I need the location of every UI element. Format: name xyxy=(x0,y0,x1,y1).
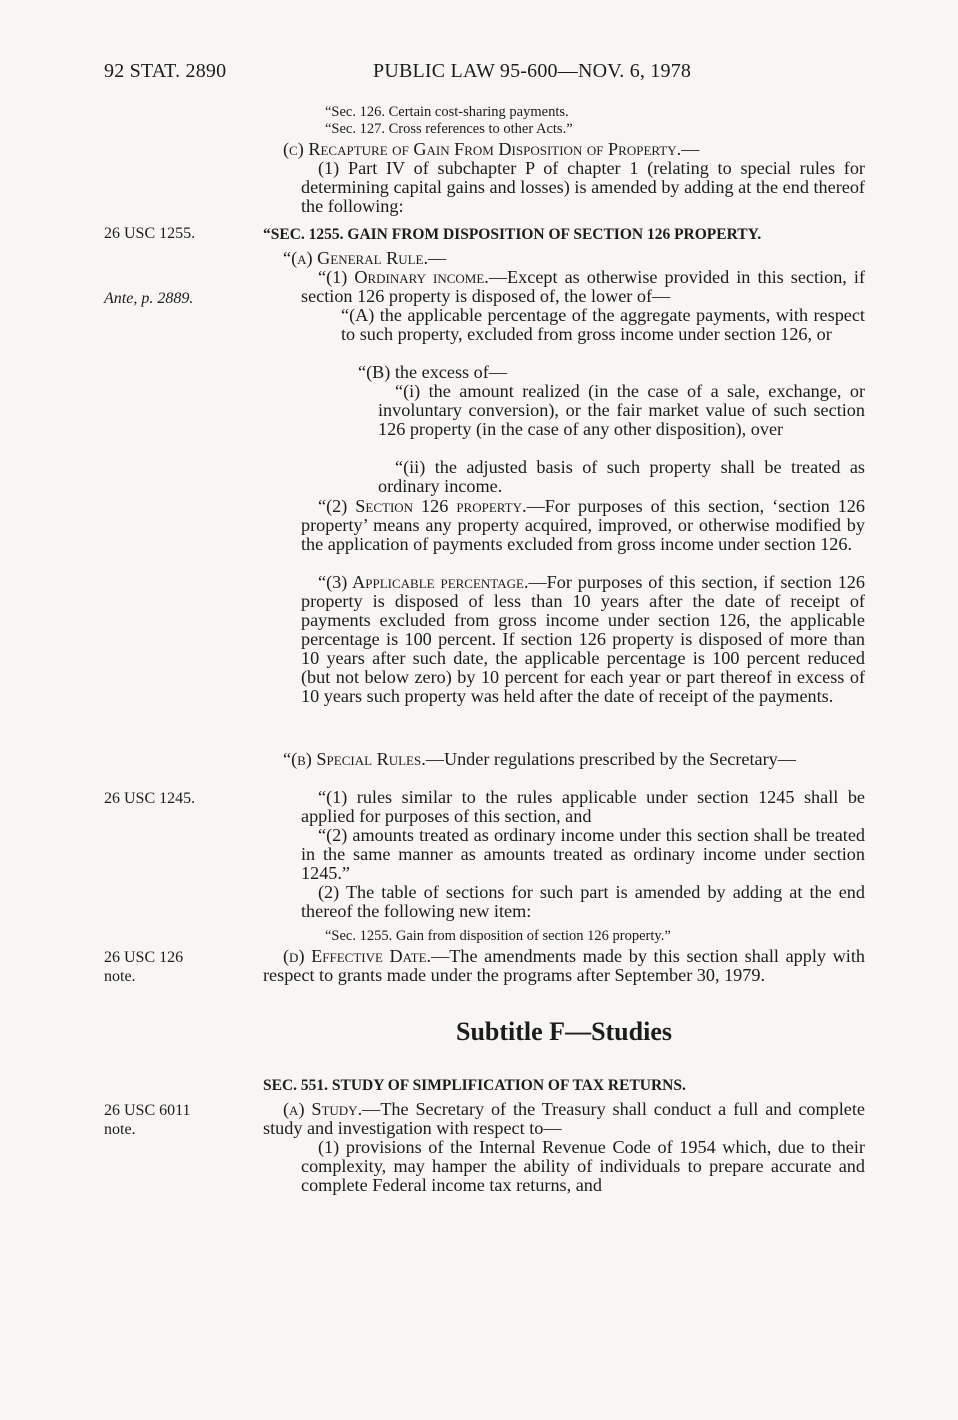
subsection-d xyxy=(263,947,865,985)
subsection-study-heading: (a) Study. xyxy=(283,1099,363,1119)
margin-note-126-line2: note. xyxy=(104,968,136,985)
margin-note-126 xyxy=(104,948,234,986)
subsection-a-heading: “(a) General Rule.— xyxy=(283,248,447,268)
paragraph-b2: “(2) amounts treated as ordinary income under this section shall be treated in the same manner as amounts treated as ordinary income under section 1245.” xyxy=(301,825,865,883)
margin-note-6011-line1: 26 USC 6011 xyxy=(104,1102,191,1119)
margin-note-126-line1: 26 USC 126 xyxy=(104,949,184,966)
paragraph-a1-text: —Except as otherwise provided in this section, if section 126 property is disposed of, the lower of— xyxy=(301,267,866,306)
paragraph-a2-text: —For purposes of this section, ‘section 126 property’ means any property acquired, improved, or otherwise modified by the application of payments excluded from gross income under section 126. xyxy=(301,496,865,554)
subsection-c-heading: (c) Recapture of Gain From Disposition of Property.— xyxy=(283,139,700,159)
toc-1255: “Sec. 1255. Gain from disposition of section 126 property.” xyxy=(325,928,671,944)
margin-note-6011 xyxy=(104,1101,234,1139)
running-header: PUBLIC LAW 95-600—NOV. 6, 1978 xyxy=(373,60,692,82)
paragraph-c1: (1) Part IV of subchapter P of chapter 1 (relating to special rules for determining capital gains and losses) is amended by adding at the end thereof the following: xyxy=(301,158,865,216)
subsection-d-heading: (d) Effective Date. xyxy=(283,946,432,966)
clause-a-A: “(A) the applicable percentage of the aggregate payments, with respect to such property, excluded from gross income under section 126, or xyxy=(341,305,865,344)
subsection-b xyxy=(263,750,865,769)
paragraph-a2-heading: “(2) Section 126 property. xyxy=(318,496,527,516)
paragraph-a1-heading: “(1) Ordinary income. xyxy=(318,267,489,287)
paragraph-b1: “(1) rules similar to the rules applicable under section 1245 shall be applied for purposes of this section, and xyxy=(301,787,865,826)
paragraph-study-1: (1) provisions of the Internal Revenue Code of 1954 which, due to their complexity, may hamper the ability of individuals to prepare accurate and complete Federal income tax returns, and xyxy=(301,1137,865,1195)
clause-a-B-i: “(i) the amount realized (in the case of a sale, exchange, or involuntary conversion), or the fair market value of such section 126 property (in the case of any other disposition), over xyxy=(378,381,865,439)
clause-a-B-ii: “(ii) the adjusted basis of such property shall be treated as ordinary income. xyxy=(378,457,865,496)
subtitle-f: Subtitle F—Studies xyxy=(456,1017,672,1046)
paragraph-a2 xyxy=(301,497,865,554)
subsection-study xyxy=(263,1100,865,1138)
paragraph-a3-heading: “(3) Applicable percentage. xyxy=(318,572,529,592)
section-1255-heading: “SEC. 1255. GAIN FROM DISPOSITION OF SECTION 126 PROPERTY. xyxy=(263,226,762,243)
margin-note-1245: 26 USC 1245. xyxy=(104,790,196,807)
paragraph-a3-text: —For purposes of this section, if section 126 property is disposed of less than 10 years after the date of receipt of payments excluded from gross income under section 126, the applicable percentage is 100 percent. If section 126 property is disposed of more than 10 years after such date, the applicable percentage is 100 percent reduced (but not below zero) by 10 percent for each year or part thereof in excess of 10 years such property was held after the date of receipt of the payments. xyxy=(301,572,865,706)
section-551-heading: SEC. 551. STUDY OF SIMPLIFICATION OF TAX RETURNS. xyxy=(263,1077,686,1094)
paragraph-a3 xyxy=(301,573,865,706)
margin-note-6011-line2: note. xyxy=(104,1121,136,1138)
paragraph-a1 xyxy=(301,268,865,306)
margin-note-ante: Ante, p. 2889. xyxy=(104,290,194,307)
toc-127: “Sec. 127. Cross references to other Acts.” xyxy=(325,121,573,137)
subsection-d-text: —The amendments made by this section shall apply with respect to grants made under the programs after September 30, 1979. xyxy=(263,946,865,985)
subsection-b-heading: “(b) Special Rules. xyxy=(283,749,426,769)
page-stat-number: 92 STAT. 2890 xyxy=(104,60,227,82)
subsection-b-text: —Under regulations prescribed by the Secretary— xyxy=(425,749,796,769)
paragraph-c2: (2) The table of sections for such part is amended by adding at the end thereof the following new item: xyxy=(301,882,865,921)
toc-126: “Sec. 126. Certain cost-sharing payments. xyxy=(325,104,569,120)
clause-a-B: “(B) the excess of— xyxy=(358,362,507,382)
margin-note-1255: 26 USC 1255. xyxy=(104,225,196,242)
subsection-study-text: —The Secretary of the Treasury shall conduct a full and complete study and investigation with respect to— xyxy=(263,1099,865,1138)
